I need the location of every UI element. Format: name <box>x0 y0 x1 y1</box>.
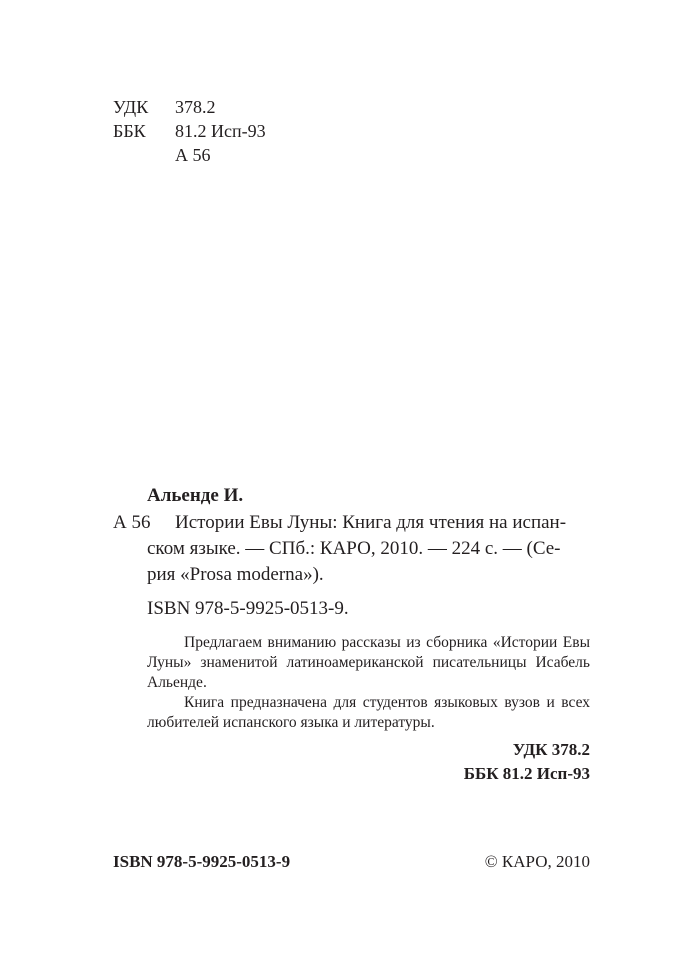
isbn-line: ISBN 978-5-9925-0513-9. <box>147 598 349 619</box>
description-block <box>147 633 590 733</box>
bbk-code-right: ББК 81.2 Исп-93 <box>463 764 590 783</box>
title-line-1: Истории Евы Луны: Книга для чтения на испан- <box>175 512 567 533</box>
udk-value: 378.2 <box>175 97 216 117</box>
footer-copyright: © КАРО, 2010 <box>484 852 590 871</box>
author-mark-code: А 56 <box>113 512 151 533</box>
description-paragraph-2: Книга предназначена для студентов языковых вузов и всех любителей испанского языка и литературы. <box>147 694 590 731</box>
footer-isbn: ISBN 978-5-9925-0513-9 <box>113 852 291 871</box>
udk-row <box>113 95 266 119</box>
author-mark-value: А 56 <box>175 145 211 165</box>
classification-block <box>113 95 266 167</box>
author-name: Альенде И. <box>147 485 244 506</box>
author-mark-row <box>113 143 266 167</box>
title-line-2: ском языке. — СПб.: КАРО, 2010. — 224 с. — (Се- <box>147 538 561 559</box>
title-line-3: рия «Prosa moderna»). <box>147 564 324 585</box>
bbk-value: 81.2 Исп-93 <box>175 121 266 141</box>
bbk-label: ББК <box>113 121 146 141</box>
udk-label: УДК <box>113 97 149 117</box>
udk-code-right: УДК 378.2 <box>512 740 590 759</box>
description-paragraph-1: Предлагаем вниманию рассказы из сборника «Истории Евы Луны» знаменитой латиноамериканской писательницы Исабель Альенде. <box>147 634 590 691</box>
bbk-row <box>113 119 266 143</box>
